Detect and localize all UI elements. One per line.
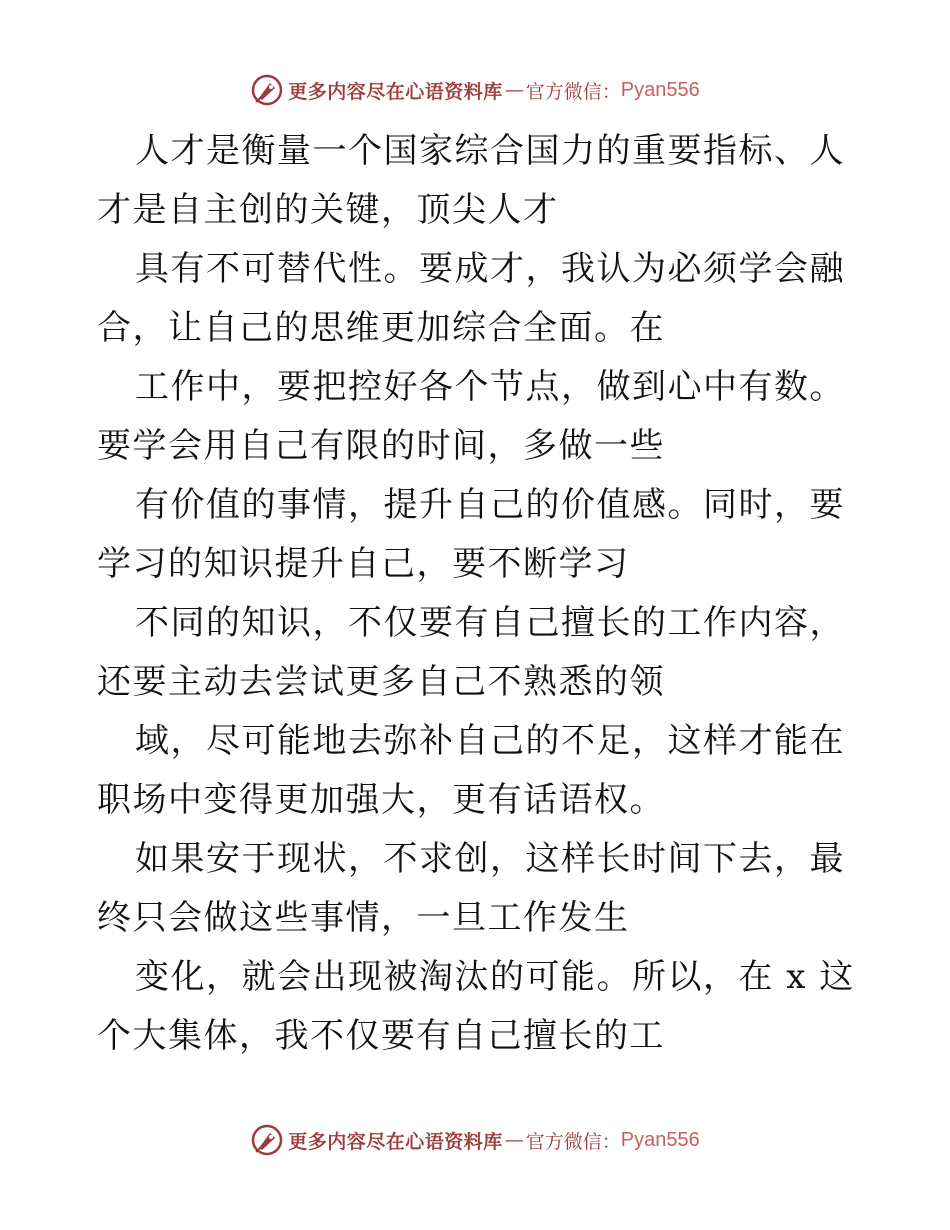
paragraph-1: 人才是衡量一个国家综合国力的重要指标、人才是自主创的关键，顶尖人才 [97,131,845,230]
document-body [97,122,857,1066]
footer-watermark [0,1120,950,1160]
paragraph-2: 具有不可替代性。要成才，我认为必须学会融合，让自己的思维更加综合全面。在 [97,249,845,348]
paragraph-7: 如果安于现状，不求创，这样长时间下去，最终只会做这些事情，一旦工作发生 [97,839,845,938]
paragraph-5: 不同的知识，不仅要有自己擅长的工作内容，还要主动去尝试更多自己不熟悉的领 [97,603,845,702]
header-watermark [0,70,950,110]
footer-brand-text: 更多内容尽在心语资料库 [288,1130,503,1153]
footer-separator: — [504,1129,524,1151]
paragraph-4: 有价值的事情，提升自己的价值感。同时，要学习的知识提升自己，要不断学习 [97,485,845,584]
paragraph-6: 域，尽可能地去弥补自己的不足，这样才能在职场中变得更加强大，更有话语权。 [97,721,845,820]
pen-nib-logo-icon [250,1123,284,1157]
pen-nib-logo-icon [250,73,284,107]
paragraph-3: 工作中，要把控好各个节点，做到心中有数。要学会用自己有限的时间，多做一些 [97,367,845,466]
header-separator: — [504,79,524,101]
paragraph-8: 变化，就会出现被淘汰的可能。所以，在 x 这个大集体，我不仅要有自己擅长的工 [97,957,855,1056]
footer-wechat-label: 官方微信： [525,1130,621,1153]
header-brand-text: 更多内容尽在心语资料库 [288,80,503,103]
footer-wechat-id: Pyan556 [620,1128,700,1151]
header-wechat-id: Pyan556 [620,78,700,101]
header-wechat-label: 官方微信： [525,80,621,103]
